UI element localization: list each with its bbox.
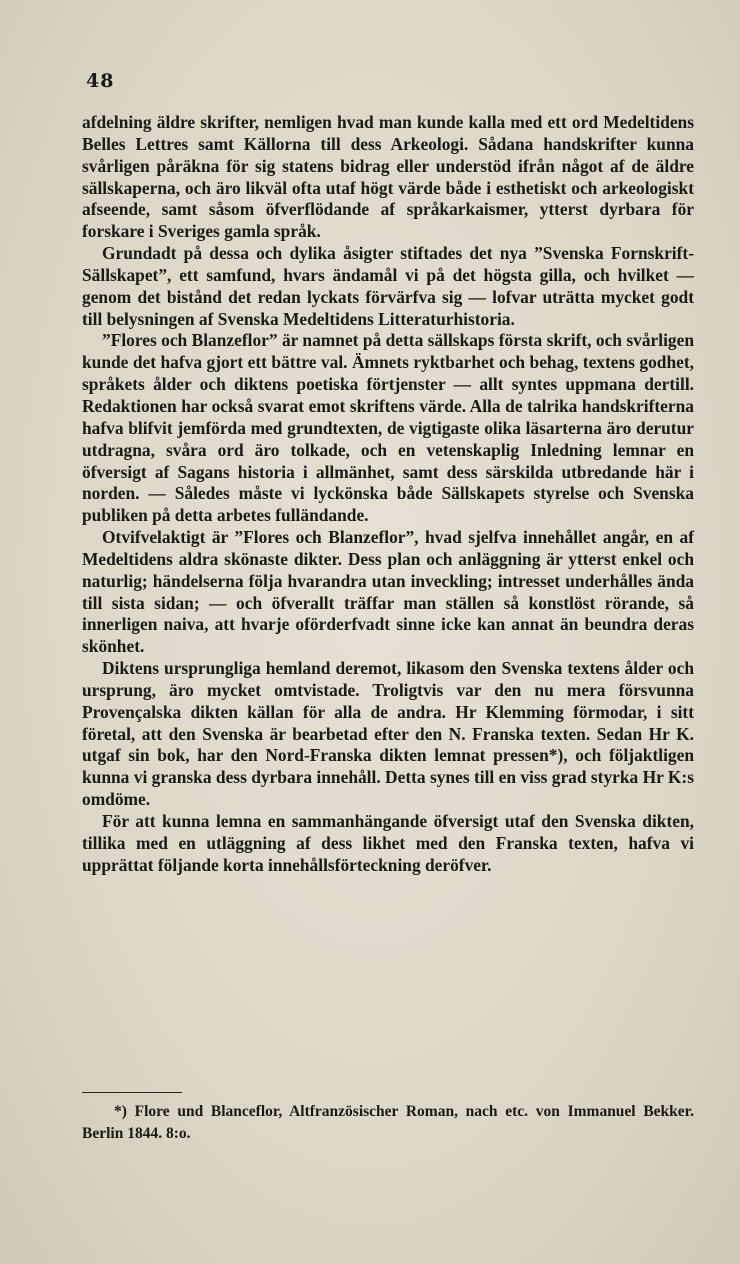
paragraph: Otvifvelaktigt är ”Flores och Blanzeflor”, hvad sjelfva innehållet angår, en af Medeltidens aldra skönaste dikter. Dess plan och anläggning är ytterst enkel och naturlig; händelserna följa hvarandra utan inveckling; intresset underhålles ända till sista sidan; — och öfverallt träffar man ställen så konstlöst rörande, så innerligen naiva, att hvarje oförderfvadt sinne icke kan annat än beundra deras skönhet. — [82, 527, 694, 657]
paragraph: För att kunna lemna en sammanhängande öfversigt utaf den Svenska dikten, tillika med en utläggning af dess likhet med den Franska texten, hafva vi upprättat följande korta innehållsförteckning deröfver. — [82, 811, 694, 875]
page-number: 48 — [86, 70, 115, 92]
footnote: *) Flore und Blanceflor, Altfranzösischer Roman, nach etc. von Immanuel Bekker. Berlin 1844. 8:o. — [82, 1103, 694, 1142]
paragraph: Grundadt på dessa och dylika åsigter stiftades det nya ”Svenska Fornskrift-Sällskapet”, ett samfund, hvars ändamål vi på det högsta gilla, och hvilket — genom det bistånd det redan lyckats förvärfva sig — lofvar uträtta mycket godt till belysningen af Svenska Medeltidens Litteraturhistoria. — [82, 243, 694, 329]
footnote-divider — [82, 1092, 182, 1093]
paragraph: ”Flores och Blanzeflor” är namnet på detta sällskaps första skrift, och svårligen kunde det hafva gjort ett bättre val. Ämnets ryktbarhet och behag, textens godhet, språkets ålder och diktens poetiska förtjenster — allt syntes uppmana dertill. Redaktionen har också svarat emot skriftens värde. Alla de talrika handskrifterna hafva blifvit jemförda med grundtexten, de vigtigaste olika läsarterna äro derutur utdragna, svåra ord äro tolkade, och en vetenskaplig Inledning lemnar en öfversigt af Sagans historia i allmänhet, samt dess särskilda utbredande här i norden. — Således måste vi lyckönska både Sällskapets styrelse och Svenska publiken på detta arbetes fulländande. — [82, 330, 694, 526]
paragraph: Diktens ursprungliga hemland deremot, likasom den Svenska textens ålder och ursprung, äro mycket omtvistade. Troligtvis var den nu mera försvunna Provençalska dikten källan för alla de andra. Hr Klemming förmodar, i sitt företal, att den Svenska är bearbetad efter den N. Franska texten. Sedan Hr K. utgaf sin bok, har den Nord-Franska dikten lemnat pressen*), och följaktligen kunna vi granska dess dyrbara innehåll. Detta synes till en viss grad styrka Hr K:s omdöme. — [82, 658, 694, 810]
paragraph: afdelning äldre skrifter, nemligen hvad man kunde kalla med ett ord Medeltidens Belles Lettres samt Källorna till dess Arkeologi. Sådana handskrifter kunna svårligen påräkna för sig statens bidrag eller understöd ifrån något af de äldre sällskaperna, och äro likväl ofta utaf högt värde både i esthetiskt och arkeologiskt afseende, samt såsom öfverflödande af språkarkaismer, ytterst dyrbara för forskare i Sveriges gamla språk. — [82, 112, 694, 242]
body-text — [82, 112, 694, 877]
